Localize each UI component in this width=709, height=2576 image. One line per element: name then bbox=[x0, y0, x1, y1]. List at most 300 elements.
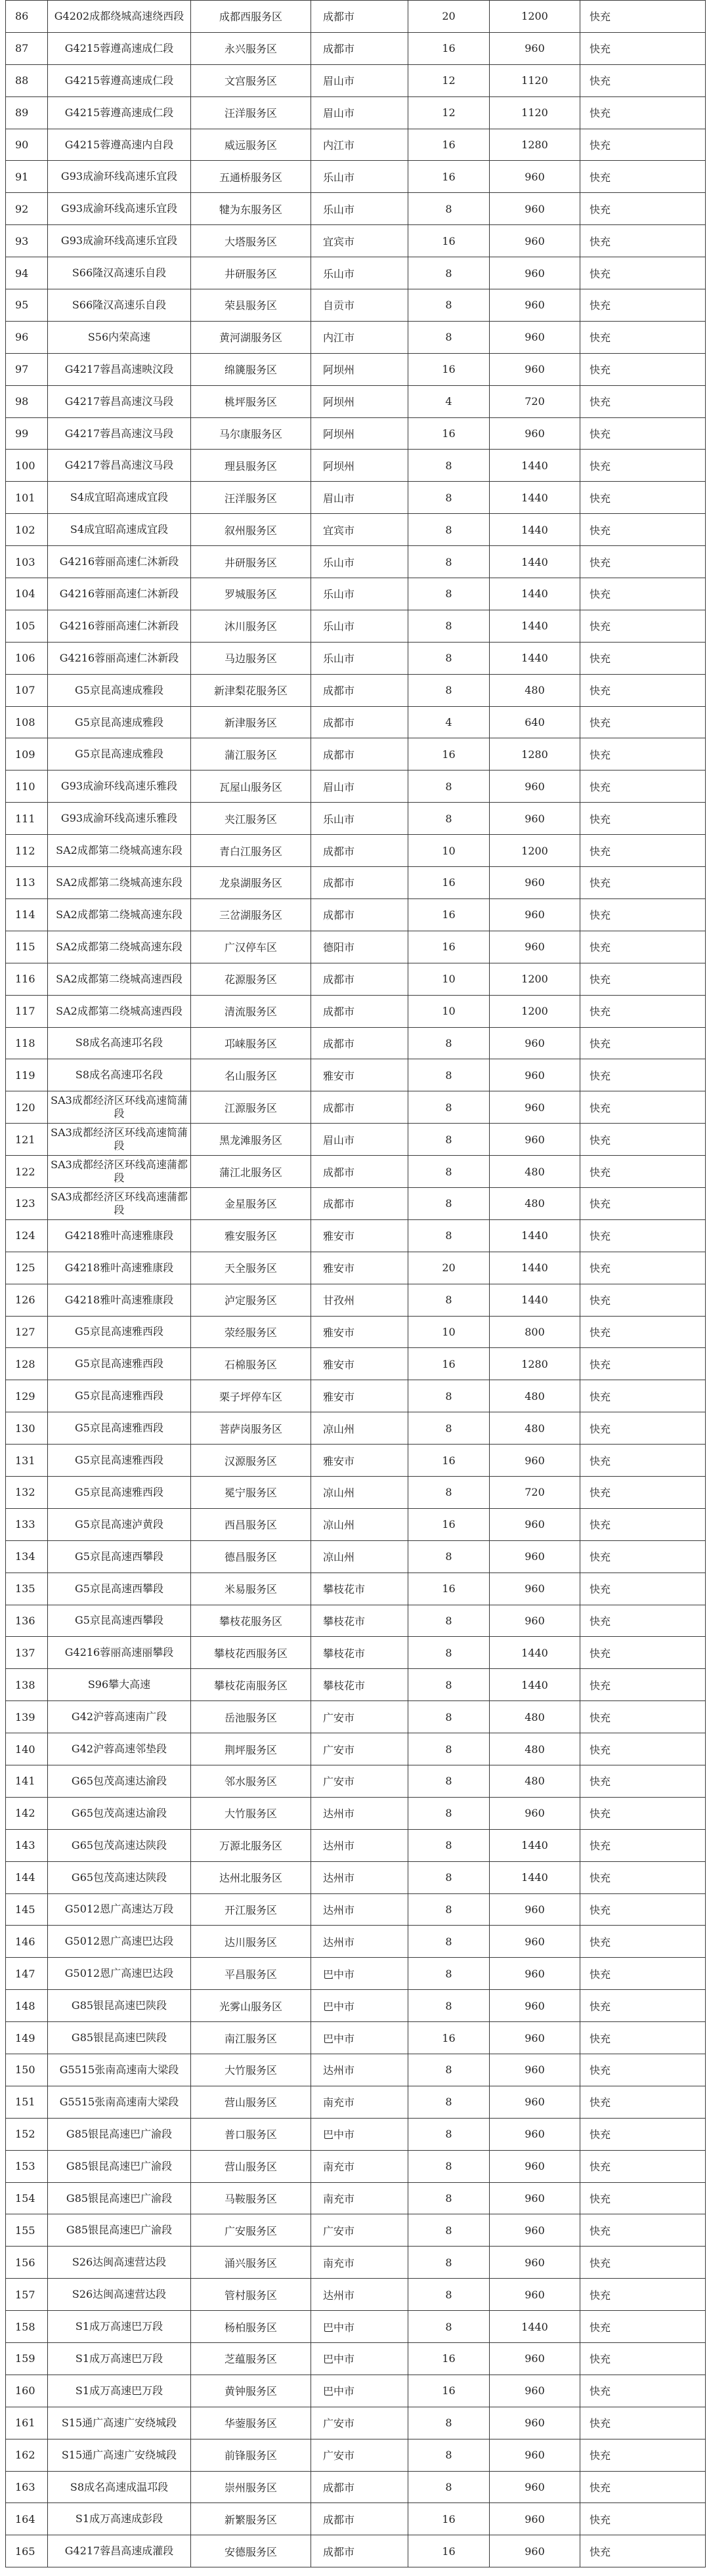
cell-city: 广安市 bbox=[311, 1765, 408, 1797]
cell-service-area: 汪洋服务区 bbox=[191, 482, 311, 514]
cell-city: 巴中市 bbox=[311, 2022, 408, 2054]
cell-charge-type: 快充 bbox=[580, 2535, 706, 2567]
cell-power-kw: 960 bbox=[490, 1124, 580, 1156]
cell-charger-count: 8 bbox=[408, 1156, 490, 1188]
cell-power-kw: 960 bbox=[490, 1797, 580, 1829]
cell-city: 成都市 bbox=[311, 2471, 408, 2503]
table-row bbox=[6, 2375, 706, 2407]
cell-row-index: 117 bbox=[6, 995, 48, 1027]
table-row bbox=[6, 2022, 706, 2054]
cell-charger-count: 8 bbox=[408, 1990, 490, 2022]
table-row bbox=[6, 1829, 706, 1861]
cell-highway-section: S1成万高速巴万段 bbox=[48, 2343, 191, 2375]
cell-highway-section: G4217蓉昌高速映汶段 bbox=[48, 353, 191, 385]
cell-highway-section: S8成名高速邛名段 bbox=[48, 1027, 191, 1059]
table-row bbox=[6, 1219, 706, 1252]
cell-power-kw: 960 bbox=[490, 2343, 580, 2375]
cell-power-kw: 480 bbox=[490, 674, 580, 706]
cell-row-index: 116 bbox=[6, 963, 48, 995]
cell-highway-section: G5京昆高速成雅段 bbox=[48, 738, 191, 771]
cell-service-area: 西昌服务区 bbox=[191, 1508, 311, 1540]
cell-row-index: 122 bbox=[6, 1156, 48, 1188]
cell-city: 乐山市 bbox=[311, 257, 408, 289]
table-row bbox=[6, 803, 706, 835]
cell-power-kw: 960 bbox=[490, 2503, 580, 2535]
cell-row-index: 141 bbox=[6, 1765, 48, 1797]
cell-highway-section: S8成名高速邛名段 bbox=[48, 1059, 191, 1091]
cell-charger-count: 10 bbox=[408, 963, 490, 995]
table-row bbox=[6, 2471, 706, 2503]
cell-highway-section: G93成渝环线高速乐宜段 bbox=[48, 225, 191, 257]
cell-highway-section: SA2成都第二绕城高速东段 bbox=[48, 931, 191, 963]
cell-service-area: 南江服务区 bbox=[191, 2022, 311, 2054]
cell-city: 达州市 bbox=[311, 1926, 408, 1958]
cell-charger-count: 8 bbox=[408, 1027, 490, 1059]
table-row bbox=[6, 1926, 706, 1958]
table-row bbox=[6, 2118, 706, 2150]
cell-city: 攀枝花市 bbox=[311, 1637, 408, 1669]
cell-charge-type: 快充 bbox=[580, 898, 706, 931]
table-row bbox=[6, 2535, 706, 2567]
cell-charge-type: 快充 bbox=[580, 1990, 706, 2022]
cell-row-index: 132 bbox=[6, 1476, 48, 1508]
cell-charger-count: 8 bbox=[408, 2279, 490, 2311]
table-row bbox=[6, 1187, 706, 1219]
cell-service-area: 新津服务区 bbox=[191, 706, 311, 738]
cell-row-index: 106 bbox=[6, 642, 48, 674]
cell-highway-section: S66隆汉高速乐自段 bbox=[48, 289, 191, 322]
cell-power-kw: 1440 bbox=[490, 1637, 580, 1669]
cell-row-index: 136 bbox=[6, 1605, 48, 1637]
cell-row-index: 127 bbox=[6, 1316, 48, 1348]
cell-row-index: 90 bbox=[6, 129, 48, 161]
cell-charge-type: 快充 bbox=[580, 1027, 706, 1059]
cell-service-area: 大塔服务区 bbox=[191, 225, 311, 257]
cell-row-index: 131 bbox=[6, 1445, 48, 1477]
cell-row-index: 98 bbox=[6, 385, 48, 417]
cell-power-kw: 960 bbox=[490, 1893, 580, 1926]
cell-city: 巴中市 bbox=[311, 2311, 408, 2343]
cell-power-kw: 960 bbox=[490, 1958, 580, 1990]
table-row bbox=[6, 1412, 706, 1445]
cell-charge-type: 快充 bbox=[580, 2503, 706, 2535]
cell-charge-type: 快充 bbox=[580, 2471, 706, 2503]
cell-row-index: 93 bbox=[6, 225, 48, 257]
cell-power-kw: 1200 bbox=[490, 995, 580, 1027]
cell-row-index: 140 bbox=[6, 1733, 48, 1765]
cell-charger-count: 8 bbox=[408, 1958, 490, 1990]
cell-power-kw: 960 bbox=[490, 257, 580, 289]
cell-power-kw: 960 bbox=[490, 1573, 580, 1605]
cell-city: 巴中市 bbox=[311, 1990, 408, 2022]
cell-service-area: 荆坪服务区 bbox=[191, 1733, 311, 1765]
cell-highway-section: G4217蓉昌高速汶马段 bbox=[48, 417, 191, 450]
cell-charger-count: 8 bbox=[408, 1733, 490, 1765]
table-row bbox=[6, 1573, 706, 1605]
cell-power-kw: 960 bbox=[490, 1059, 580, 1091]
cell-service-area: 攀枝花服务区 bbox=[191, 1605, 311, 1637]
cell-service-area: 蒲江北服务区 bbox=[191, 1156, 311, 1188]
cell-highway-section: G4218雅叶高速雅康段 bbox=[48, 1252, 191, 1284]
cell-city: 巴中市 bbox=[311, 2118, 408, 2150]
cell-charge-type: 快充 bbox=[580, 2118, 706, 2150]
cell-charger-count: 8 bbox=[408, 2471, 490, 2503]
table-row bbox=[6, 738, 706, 771]
cell-charger-count: 12 bbox=[408, 96, 490, 129]
cell-city: 达州市 bbox=[311, 1829, 408, 1861]
cell-power-kw: 1440 bbox=[490, 1252, 580, 1284]
cell-charger-count: 8 bbox=[408, 1412, 490, 1445]
cell-row-index: 163 bbox=[6, 2471, 48, 2503]
cell-row-index: 134 bbox=[6, 1540, 48, 1573]
cell-service-area: 龙泉湖服务区 bbox=[191, 867, 311, 899]
cell-city: 凉山州 bbox=[311, 1508, 408, 1540]
cell-highway-section: G5515张南高速南大梁段 bbox=[48, 2054, 191, 2086]
cell-charge-type: 快充 bbox=[580, 2182, 706, 2214]
cell-charger-count: 8 bbox=[408, 1124, 490, 1156]
cell-power-kw: 960 bbox=[490, 2407, 580, 2439]
cell-highway-section: G5515张南高速南大梁段 bbox=[48, 2086, 191, 2118]
table-row bbox=[6, 610, 706, 642]
cell-charger-count: 16 bbox=[408, 2503, 490, 2535]
cell-charge-type: 快充 bbox=[580, 995, 706, 1027]
cell-highway-section: G65包茂高速达渝段 bbox=[48, 1797, 191, 1829]
cell-charger-count: 16 bbox=[408, 738, 490, 771]
cell-row-index: 129 bbox=[6, 1380, 48, 1412]
table-row bbox=[6, 1637, 706, 1669]
cell-row-index: 103 bbox=[6, 546, 48, 578]
cell-power-kw: 480 bbox=[490, 1765, 580, 1797]
cell-row-index: 138 bbox=[6, 1669, 48, 1701]
table-row bbox=[6, 96, 706, 129]
cell-row-index: 145 bbox=[6, 1893, 48, 1926]
cell-power-kw: 960 bbox=[490, 2214, 580, 2247]
table-row bbox=[6, 1540, 706, 1573]
cell-city: 达州市 bbox=[311, 1797, 408, 1829]
cell-service-area: 管村服务区 bbox=[191, 2279, 311, 2311]
cell-charger-count: 16 bbox=[408, 2375, 490, 2407]
cell-row-index: 99 bbox=[6, 417, 48, 450]
cell-service-area: 石棉服务区 bbox=[191, 1348, 311, 1380]
table-row bbox=[6, 1124, 706, 1156]
cell-power-kw: 1440 bbox=[490, 1829, 580, 1861]
cell-highway-section: S26达闽高速营达段 bbox=[48, 2279, 191, 2311]
table-row bbox=[6, 1156, 706, 1188]
cell-power-kw: 720 bbox=[490, 385, 580, 417]
cell-charge-type: 快充 bbox=[580, 1476, 706, 1508]
cell-charger-count: 8 bbox=[408, 1637, 490, 1669]
cell-city: 乐山市 bbox=[311, 578, 408, 610]
cell-charger-count: 8 bbox=[408, 2439, 490, 2471]
cell-charger-count: 10 bbox=[408, 995, 490, 1027]
cell-city: 广安市 bbox=[311, 2214, 408, 2247]
cell-city: 巴中市 bbox=[311, 2343, 408, 2375]
cell-highway-section: S1成万高速成彭段 bbox=[48, 2503, 191, 2535]
cell-power-kw: 960 bbox=[490, 321, 580, 353]
cell-service-area: 文宫服务区 bbox=[191, 64, 311, 96]
cell-charge-type: 快充 bbox=[580, 2022, 706, 2054]
cell-service-area: 名山服务区 bbox=[191, 1059, 311, 1091]
cell-city: 乐山市 bbox=[311, 193, 408, 225]
cell-highway-section: G4216蓉丽高速仁沐新段 bbox=[48, 610, 191, 642]
cell-city: 雅安市 bbox=[311, 1380, 408, 1412]
cell-city: 南充市 bbox=[311, 2247, 408, 2279]
cell-service-area: 黄河湖服务区 bbox=[191, 321, 311, 353]
charging-station-table bbox=[5, 0, 706, 2567]
cell-charge-type: 快充 bbox=[580, 193, 706, 225]
cell-city: 乐山市 bbox=[311, 161, 408, 193]
table-row bbox=[6, 2343, 706, 2375]
cell-city: 南充市 bbox=[311, 2150, 408, 2182]
cell-charge-type: 快充 bbox=[580, 610, 706, 642]
cell-charger-count: 12 bbox=[408, 64, 490, 96]
cell-service-area: 攀枝花西服务区 bbox=[191, 1637, 311, 1669]
cell-service-area: 开江服务区 bbox=[191, 1893, 311, 1926]
cell-city: 攀枝花市 bbox=[311, 1605, 408, 1637]
cell-service-area: 芝蕴服务区 bbox=[191, 2343, 311, 2375]
cell-highway-section: G42沪蓉高速邻垫段 bbox=[48, 1733, 191, 1765]
cell-highway-section: S1成万高速巴万段 bbox=[48, 2375, 191, 2407]
cell-charger-count: 8 bbox=[408, 2150, 490, 2182]
table-body bbox=[6, 1, 706, 2567]
cell-charger-count: 8 bbox=[408, 1797, 490, 1829]
cell-charger-count: 8 bbox=[408, 2311, 490, 2343]
cell-service-area: 安德服务区 bbox=[191, 2535, 311, 2567]
table-row bbox=[6, 2247, 706, 2279]
cell-power-kw: 1200 bbox=[490, 835, 580, 867]
cell-charge-type: 快充 bbox=[580, 2407, 706, 2439]
table-row bbox=[6, 674, 706, 706]
cell-city: 广安市 bbox=[311, 2439, 408, 2471]
cell-city: 内江市 bbox=[311, 129, 408, 161]
cell-charger-count: 16 bbox=[408, 32, 490, 64]
cell-row-index: 154 bbox=[6, 2182, 48, 2214]
cell-charger-count: 16 bbox=[408, 2343, 490, 2375]
cell-highway-section: G4217蓉昌高速汶马段 bbox=[48, 450, 191, 482]
cell-charge-type: 快充 bbox=[580, 1829, 706, 1861]
cell-power-kw: 1440 bbox=[490, 482, 580, 514]
cell-highway-section: G85银昆高速巴陕段 bbox=[48, 2022, 191, 2054]
cell-power-kw: 480 bbox=[490, 1701, 580, 1733]
cell-row-index: 92 bbox=[6, 193, 48, 225]
cell-charge-type: 快充 bbox=[580, 1284, 706, 1316]
cell-row-index: 104 bbox=[6, 578, 48, 610]
cell-highway-section: G85银昆高速巴广渝段 bbox=[48, 2150, 191, 2182]
cell-charger-count: 16 bbox=[408, 129, 490, 161]
cell-highway-section: S15通广高速广安绕城段 bbox=[48, 2439, 191, 2471]
table-row bbox=[6, 1669, 706, 1701]
cell-row-index: 102 bbox=[6, 514, 48, 546]
cell-charger-count: 16 bbox=[408, 2022, 490, 2054]
cell-city: 雅安市 bbox=[311, 1252, 408, 1284]
cell-city: 成都市 bbox=[311, 867, 408, 899]
cell-service-area: 叙州服务区 bbox=[191, 514, 311, 546]
table-row bbox=[6, 1091, 706, 1124]
cell-charge-type: 快充 bbox=[580, 1573, 706, 1605]
cell-highway-section: G4202成都绕城高速绕西段 bbox=[48, 1, 191, 33]
table-row bbox=[6, 2503, 706, 2535]
cell-highway-section: G5京昆高速成雅段 bbox=[48, 706, 191, 738]
cell-row-index: 151 bbox=[6, 2086, 48, 2118]
cell-charge-type: 快充 bbox=[580, 2343, 706, 2375]
table-row bbox=[6, 706, 706, 738]
table-row bbox=[6, 2311, 706, 2343]
table-row bbox=[6, 1701, 706, 1733]
cell-power-kw: 960 bbox=[490, 193, 580, 225]
cell-charger-count: 16 bbox=[408, 161, 490, 193]
cell-power-kw: 960 bbox=[490, 2535, 580, 2567]
cell-row-index: 162 bbox=[6, 2439, 48, 2471]
cell-charger-count: 8 bbox=[408, 2214, 490, 2247]
cell-service-area: 光雾山服务区 bbox=[191, 1990, 311, 2022]
cell-row-index: 100 bbox=[6, 450, 48, 482]
cell-power-kw: 480 bbox=[490, 1412, 580, 1445]
cell-charge-type: 快充 bbox=[580, 2214, 706, 2247]
cell-service-area: 清流服务区 bbox=[191, 995, 311, 1027]
cell-charger-count: 8 bbox=[408, 1893, 490, 1926]
cell-charger-count: 8 bbox=[408, 1829, 490, 1861]
cell-power-kw: 960 bbox=[490, 803, 580, 835]
cell-charge-type: 快充 bbox=[580, 642, 706, 674]
cell-power-kw: 960 bbox=[490, 1926, 580, 1958]
cell-highway-section: G93成渝环线高速乐雅段 bbox=[48, 803, 191, 835]
cell-service-area: 黑龙滩服务区 bbox=[191, 1124, 311, 1156]
cell-power-kw: 1440 bbox=[490, 610, 580, 642]
cell-row-index: 87 bbox=[6, 32, 48, 64]
cell-row-index: 133 bbox=[6, 1508, 48, 1540]
cell-charge-type: 快充 bbox=[580, 1187, 706, 1219]
cell-charger-count: 16 bbox=[408, 867, 490, 899]
cell-power-kw: 960 bbox=[490, 1990, 580, 2022]
cell-row-index: 123 bbox=[6, 1187, 48, 1219]
cell-row-index: 142 bbox=[6, 1797, 48, 1829]
cell-charge-type: 快充 bbox=[580, 1091, 706, 1124]
cell-service-area: 马鞍服务区 bbox=[191, 2182, 311, 2214]
cell-charge-type: 快充 bbox=[580, 674, 706, 706]
cell-city: 内江市 bbox=[311, 321, 408, 353]
table-row bbox=[6, 642, 706, 674]
cell-power-kw: 1440 bbox=[490, 578, 580, 610]
table-row bbox=[6, 1, 706, 33]
cell-power-kw: 960 bbox=[490, 867, 580, 899]
cell-charge-type: 快充 bbox=[580, 2054, 706, 2086]
cell-row-index: 146 bbox=[6, 1926, 48, 1958]
cell-charge-type: 快充 bbox=[580, 2086, 706, 2118]
cell-charge-type: 快充 bbox=[580, 161, 706, 193]
cell-charger-count: 16 bbox=[408, 898, 490, 931]
cell-charger-count: 4 bbox=[408, 706, 490, 738]
cell-power-kw: 1200 bbox=[490, 963, 580, 995]
cell-charger-count: 8 bbox=[408, 1701, 490, 1733]
cell-service-area: 新津梨花服务区 bbox=[191, 674, 311, 706]
cell-row-index: 114 bbox=[6, 898, 48, 931]
table-row bbox=[6, 1059, 706, 1091]
cell-charge-type: 快充 bbox=[580, 64, 706, 96]
cell-power-kw: 960 bbox=[490, 2022, 580, 2054]
cell-highway-section: G5京昆高速雅西段 bbox=[48, 1412, 191, 1445]
cell-row-index: 143 bbox=[6, 1829, 48, 1861]
cell-power-kw: 800 bbox=[490, 1316, 580, 1348]
cell-charger-count: 8 bbox=[408, 803, 490, 835]
cell-charge-type: 快充 bbox=[580, 1669, 706, 1701]
cell-service-area: 杨柏服务区 bbox=[191, 2311, 311, 2343]
cell-charger-count: 16 bbox=[408, 417, 490, 450]
table-row bbox=[6, 931, 706, 963]
cell-row-index: 150 bbox=[6, 2054, 48, 2086]
cell-city: 广安市 bbox=[311, 2407, 408, 2439]
cell-city: 成都市 bbox=[311, 995, 408, 1027]
cell-row-index: 148 bbox=[6, 1990, 48, 2022]
cell-city: 雅安市 bbox=[311, 1348, 408, 1380]
cell-city: 南充市 bbox=[311, 2086, 408, 2118]
cell-service-area: 崇州服务区 bbox=[191, 2471, 311, 2503]
table-row bbox=[6, 546, 706, 578]
cell-highway-section: G5012恩广高速巴达段 bbox=[48, 1958, 191, 1990]
cell-row-index: 112 bbox=[6, 835, 48, 867]
cell-row-index: 109 bbox=[6, 738, 48, 771]
cell-row-index: 89 bbox=[6, 96, 48, 129]
cell-row-index: 164 bbox=[6, 2503, 48, 2535]
cell-service-area: 成都西服务区 bbox=[191, 1, 311, 33]
table-row bbox=[6, 835, 706, 867]
cell-charger-count: 8 bbox=[408, 674, 490, 706]
cell-charge-type: 快充 bbox=[580, 96, 706, 129]
cell-charger-count: 16 bbox=[408, 1573, 490, 1605]
cell-charge-type: 快充 bbox=[580, 2279, 706, 2311]
cell-highway-section: G4217蓉昌高速成灌段 bbox=[48, 2535, 191, 2567]
cell-power-kw: 960 bbox=[490, 225, 580, 257]
cell-power-kw: 960 bbox=[490, 771, 580, 803]
cell-highway-section: S66隆汉高速乐自段 bbox=[48, 257, 191, 289]
cell-charger-count: 8 bbox=[408, 1284, 490, 1316]
cell-power-kw: 1440 bbox=[490, 514, 580, 546]
cell-service-area: 达州北服务区 bbox=[191, 1861, 311, 1893]
cell-highway-section: G93成渝环线高速乐雅段 bbox=[48, 771, 191, 803]
cell-charger-count: 16 bbox=[408, 1445, 490, 1477]
cell-charge-type: 快充 bbox=[580, 1701, 706, 1733]
cell-city: 成都市 bbox=[311, 1091, 408, 1124]
cell-service-area: 汪洋服务区 bbox=[191, 96, 311, 129]
cell-charger-count: 8 bbox=[408, 1059, 490, 1091]
cell-charge-type: 快充 bbox=[580, 578, 706, 610]
cell-row-index: 97 bbox=[6, 353, 48, 385]
cell-highway-section: SA2成都第二绕城高速东段 bbox=[48, 867, 191, 899]
cell-service-area: 理县服务区 bbox=[191, 450, 311, 482]
cell-city: 乐山市 bbox=[311, 803, 408, 835]
table-row bbox=[6, 1027, 706, 1059]
cell-charge-type: 快充 bbox=[580, 963, 706, 995]
cell-charger-count: 20 bbox=[408, 1, 490, 33]
cell-row-index: 121 bbox=[6, 1124, 48, 1156]
cell-highway-section: SA3成都经济区环线高速蒲都段 bbox=[48, 1187, 191, 1219]
cell-power-kw: 480 bbox=[490, 1733, 580, 1765]
table-row bbox=[6, 289, 706, 322]
table-row bbox=[6, 867, 706, 899]
cell-charge-type: 快充 bbox=[580, 2375, 706, 2407]
cell-row-index: 130 bbox=[6, 1412, 48, 1445]
cell-city: 成都市 bbox=[311, 898, 408, 931]
cell-highway-section: G4215蓉遵高速成仁段 bbox=[48, 96, 191, 129]
cell-row-index: 124 bbox=[6, 1219, 48, 1252]
cell-power-kw: 960 bbox=[490, 2054, 580, 2086]
cell-highway-section: S1成万高速巴万段 bbox=[48, 2311, 191, 2343]
cell-power-kw: 960 bbox=[490, 353, 580, 385]
cell-highway-section: G65包茂高速达陕段 bbox=[48, 1861, 191, 1893]
cell-charge-type: 快充 bbox=[580, 1765, 706, 1797]
cell-highway-section: S96攀大高速 bbox=[48, 1669, 191, 1701]
cell-service-area: 桃坪服务区 bbox=[191, 385, 311, 417]
cell-highway-section: G5京昆高速雅西段 bbox=[48, 1380, 191, 1412]
